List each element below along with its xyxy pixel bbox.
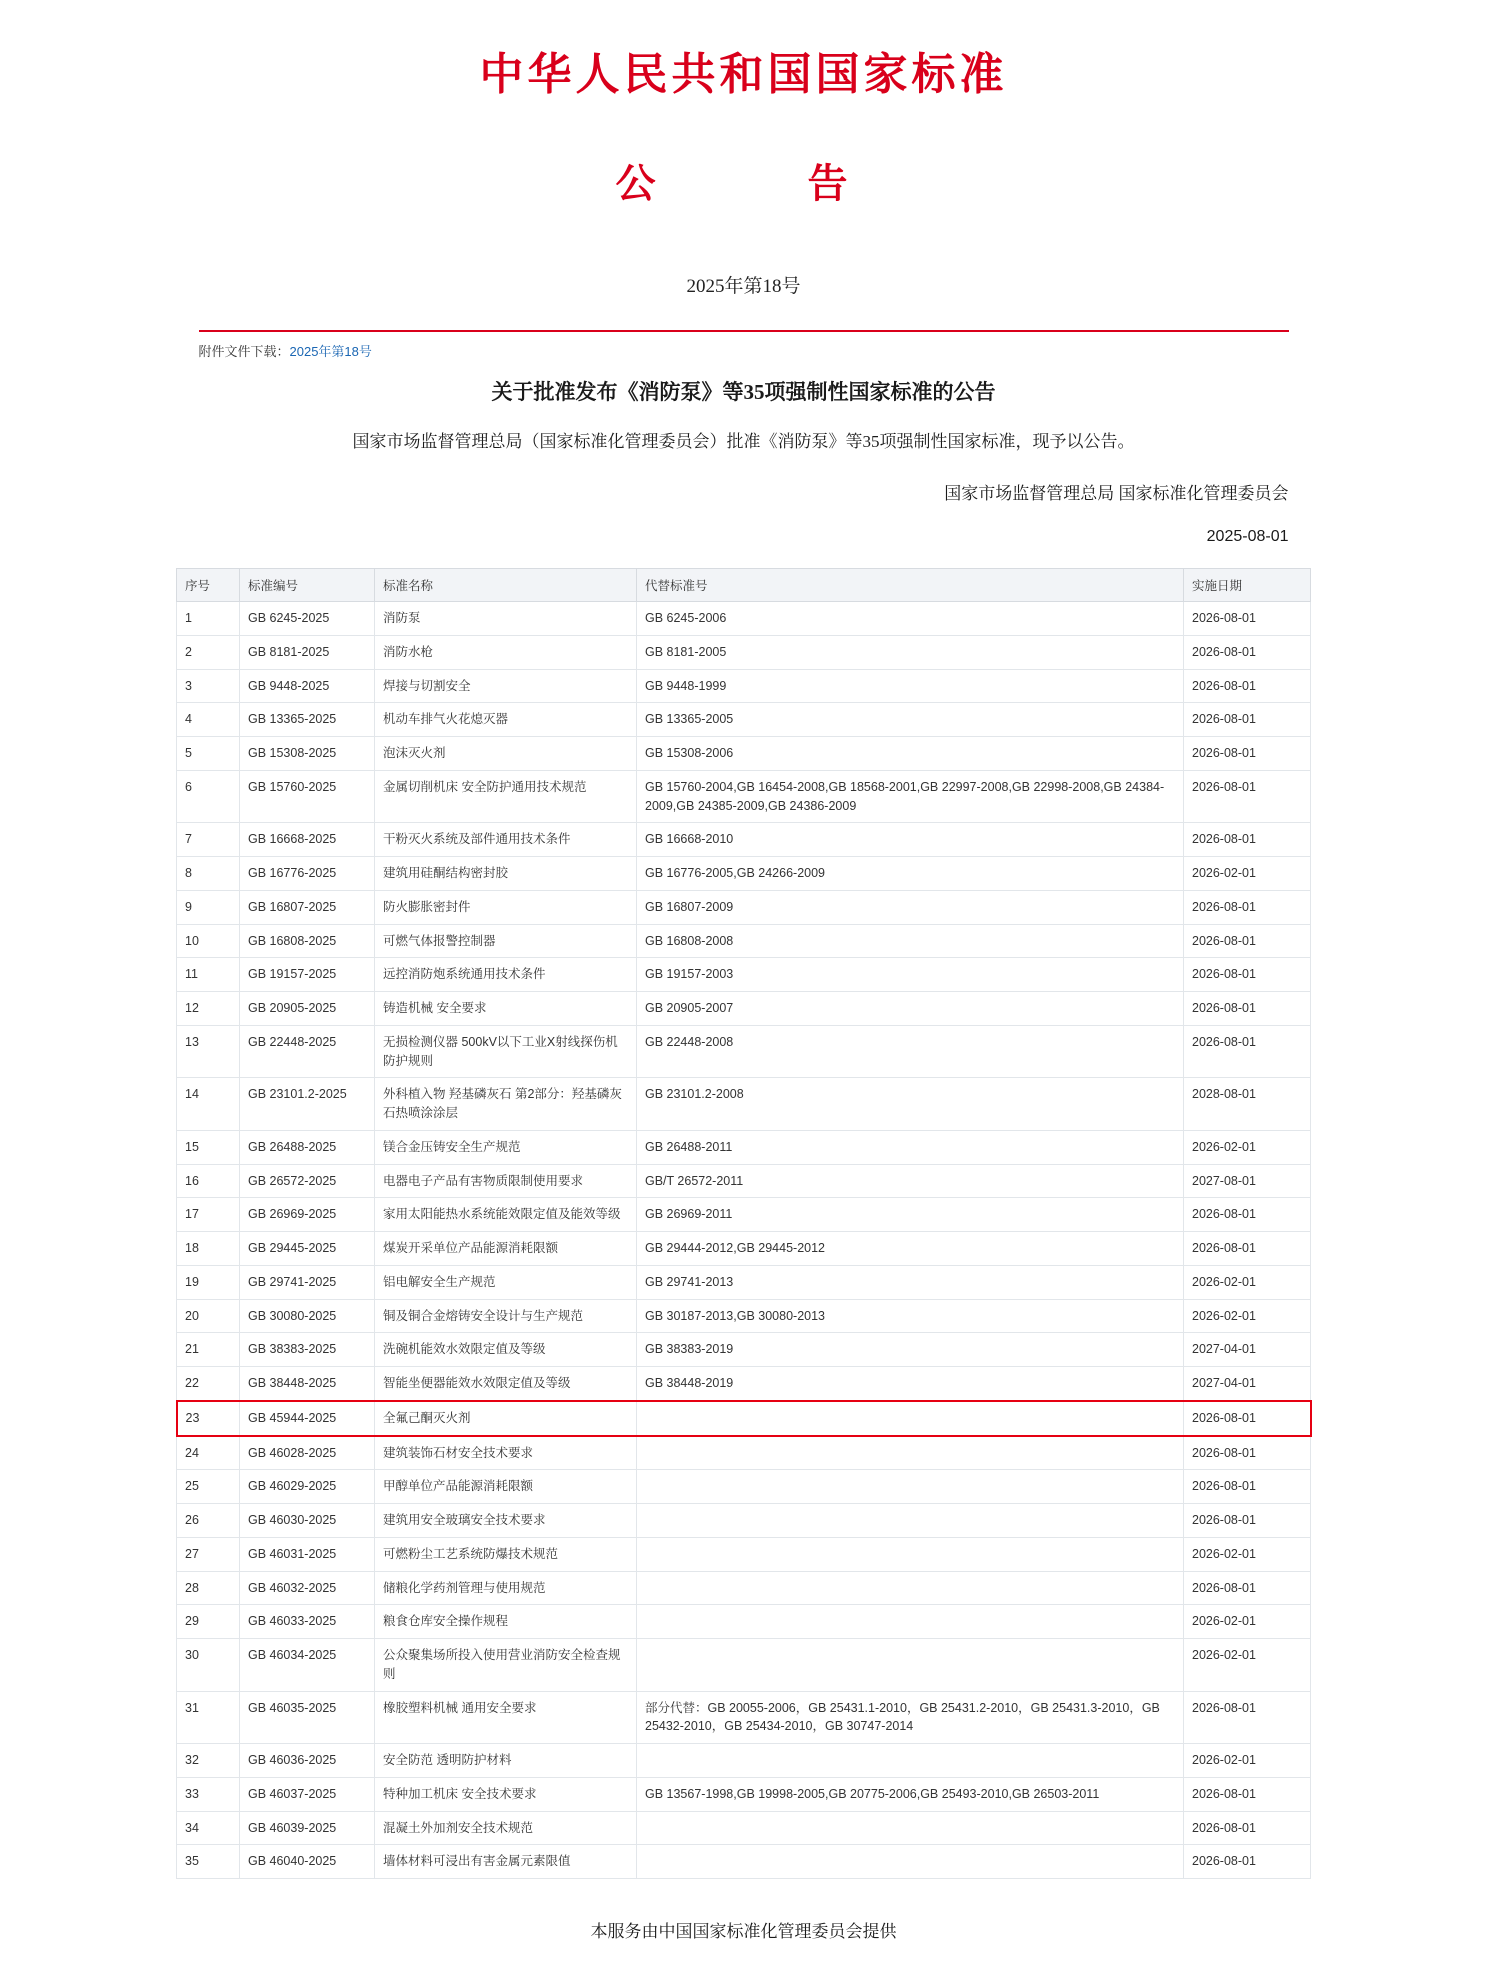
cell-code: GB 46036-2025 [240, 1744, 375, 1778]
notice-signature: 国家市场监督管理总局 国家标准化管理委员会 [944, 484, 1289, 504]
cell-date: 2026-02-01 [1184, 1605, 1311, 1639]
cell-replace: GB 29444-2012,GB 29445-2012 [637, 1232, 1184, 1266]
table-row [177, 669, 1311, 703]
cell-no: 30 [177, 1639, 240, 1692]
table-body [177, 602, 1311, 1879]
document-number: 2025年第18号 [686, 276, 801, 297]
cell-no: 8 [177, 857, 240, 891]
table-row [177, 1744, 1311, 1778]
table-row [177, 1130, 1311, 1164]
cell-no: 33 [177, 1777, 240, 1811]
cell-date: 2026-02-01 [1184, 1299, 1311, 1333]
table-row [177, 1333, 1311, 1367]
cell-no: 11 [177, 958, 240, 992]
table-row [177, 1265, 1311, 1299]
table-row [177, 703, 1311, 737]
cell-replace: GB 19157-2003 [637, 958, 1184, 992]
cell-date: 2026-08-01 [1184, 1232, 1311, 1266]
table-row [177, 823, 1311, 857]
cell-replace: GB 15760-2004,GB 16454-2008,GB 18568-2001,GB 22997-2008,GB 22998-2008,GB 24384-2009,GB 24385-2009,GB 24386-2009 [637, 770, 1184, 823]
cell-name: 煤炭开采单位产品能源消耗限额 [375, 1232, 637, 1266]
cell-code: GB 16668-2025 [240, 823, 375, 857]
cell-replace [637, 1811, 1184, 1845]
cell-no: 27 [177, 1537, 240, 1571]
cell-code: GB 16807-2025 [240, 890, 375, 924]
cell-replace: GB 26488-2011 [637, 1130, 1184, 1164]
cell-name: 智能坐便器能效水效限定值及等级 [375, 1367, 637, 1401]
cell-no: 9 [177, 890, 240, 924]
cell-code: GB 46028-2025 [240, 1436, 375, 1470]
cell-code: GB 46035-2025 [240, 1691, 375, 1744]
table-row [177, 1025, 1311, 1078]
column-header-replace: 代替标准号 [637, 569, 1184, 602]
cell-name: 粮食仓库安全操作规程 [375, 1605, 637, 1639]
cell-name: 外科植入物 羟基磷灰石 第2部分：羟基磷灰石热喷涂涂层 [375, 1078, 637, 1131]
cell-date: 2027-08-01 [1184, 1164, 1311, 1198]
cell-date: 2026-02-01 [1184, 1639, 1311, 1692]
cell-no: 3 [177, 669, 240, 703]
notice-date: 2025-08-01 [1206, 528, 1289, 546]
cell-name: 防火膨胀密封件 [375, 890, 637, 924]
cell-replace [637, 1605, 1184, 1639]
cell-code: GB 30080-2025 [240, 1299, 375, 1333]
cell-code: GB 26572-2025 [240, 1164, 375, 1198]
cell-name: 全氟己酮灭火剂 [375, 1401, 637, 1436]
cell-date: 2026-08-01 [1184, 1470, 1311, 1504]
cell-date: 2026-02-01 [1184, 1130, 1311, 1164]
cell-replace [637, 1537, 1184, 1571]
cell-name: 建筑装饰石材安全技术要求 [375, 1436, 637, 1470]
cell-date: 2026-02-01 [1184, 857, 1311, 891]
table-row [177, 1504, 1311, 1538]
table-row [177, 1367, 1311, 1401]
cell-name: 无损检测仪器 500kV以下工业X射线探伤机防护规则 [375, 1025, 637, 1078]
table-row [177, 635, 1311, 669]
table-row [177, 1571, 1311, 1605]
cell-date: 2026-08-01 [1184, 602, 1311, 636]
cell-no: 4 [177, 703, 240, 737]
cell-no: 18 [177, 1232, 240, 1266]
cell-code: GB 46034-2025 [240, 1639, 375, 1692]
cell-code: GB 46029-2025 [240, 1470, 375, 1504]
cell-name: 混凝土外加剂安全技术规范 [375, 1811, 637, 1845]
cell-date: 2026-08-01 [1184, 1025, 1311, 1078]
cell-no: 10 [177, 924, 240, 958]
cell-no: 19 [177, 1265, 240, 1299]
cell-date: 2026-08-01 [1184, 1401, 1311, 1436]
cell-replace: 部分代替：GB 20055-2006，GB 25431.1-2010，GB 25431.2-2010，GB 25431.3-2010，GB 25432-2010，GB 25434-2010，GB 30747-2014 [637, 1691, 1184, 1744]
cell-name: 甲醇单位产品能源消耗限额 [375, 1470, 637, 1504]
cell-date: 2026-08-01 [1184, 635, 1311, 669]
table-row [177, 958, 1311, 992]
cell-no: 32 [177, 1744, 240, 1778]
cell-code: GB 16808-2025 [240, 924, 375, 958]
cell-name: 铜及铜合金熔铸安全设计与生产规范 [375, 1299, 637, 1333]
table-row [177, 1164, 1311, 1198]
cell-date: 2026-08-01 [1184, 823, 1311, 857]
cell-no: 14 [177, 1078, 240, 1131]
cell-replace: GB 6245-2006 [637, 602, 1184, 636]
cell-no: 12 [177, 992, 240, 1026]
cell-name: 建筑用硅酮结构密封胶 [375, 857, 637, 891]
cell-no: 6 [177, 770, 240, 823]
cell-replace: GB 26969-2011 [637, 1198, 1184, 1232]
cell-date: 2026-08-01 [1184, 770, 1311, 823]
table-row [177, 737, 1311, 771]
cell-name: 可燃粉尘工艺系统防爆技术规范 [375, 1537, 637, 1571]
notice-title: 关于批准发布《消防泵》等35项强制性国家标准的公告 [491, 380, 996, 404]
cell-name: 安全防范 透明防护材料 [375, 1744, 637, 1778]
cell-no: 22 [177, 1367, 240, 1401]
cell-date: 2026-08-01 [1184, 992, 1311, 1026]
cell-code: GB 16776-2025 [240, 857, 375, 891]
cell-name: 家用太阳能热水系统能效限定值及能效等级 [375, 1198, 637, 1232]
notice-body: 国家市场监督管理总局（国家标准化管理委员会）批准《消防泵》等35项强制性国家标准，现予以公告。 [352, 432, 1135, 451]
cell-replace [637, 1845, 1184, 1879]
cell-no: 16 [177, 1164, 240, 1198]
cell-date: 2026-02-01 [1184, 1744, 1311, 1778]
table-row [177, 1605, 1311, 1639]
cell-name: 焊接与切割安全 [375, 669, 637, 703]
cell-replace: GB 13365-2005 [637, 703, 1184, 737]
cell-no: 35 [177, 1845, 240, 1879]
cell-date: 2026-02-01 [1184, 1537, 1311, 1571]
cell-no: 29 [177, 1605, 240, 1639]
cell-name: 消防水枪 [375, 635, 637, 669]
cell-replace [637, 1639, 1184, 1692]
table-header-row [177, 569, 1311, 602]
cell-code: GB 38383-2025 [240, 1333, 375, 1367]
attachment-label: 附件文件下载： [198, 344, 290, 359]
cell-no: 1 [177, 602, 240, 636]
column-header-name: 标准名称 [375, 569, 637, 602]
cell-date: 2026-08-01 [1184, 1777, 1311, 1811]
cell-replace [637, 1571, 1184, 1605]
cell-code: GB 46031-2025 [240, 1537, 375, 1571]
table-row [177, 602, 1311, 636]
cell-name: 镁合金压铸安全生产规范 [375, 1130, 637, 1164]
cell-replace: GB 38448-2019 [637, 1367, 1184, 1401]
document-subtitle: 公 告 [615, 161, 872, 206]
cell-replace: GB 15308-2006 [637, 737, 1184, 771]
cell-replace: GB 38383-2019 [637, 1333, 1184, 1367]
cell-name: 金属切削机床 安全防护通用技术规范 [375, 770, 637, 823]
column-header-no: 序号 [177, 569, 240, 602]
attachment-line [199, 341, 1289, 360]
cell-code: GB 22448-2025 [240, 1025, 375, 1078]
cell-name: 墙体材料可浸出有害金属元素限值 [375, 1845, 637, 1879]
cell-date: 2026-08-01 [1184, 1504, 1311, 1538]
cell-no: 5 [177, 737, 240, 771]
cell-code: GB 20905-2025 [240, 992, 375, 1026]
cell-code: GB 38448-2025 [240, 1367, 375, 1401]
cell-code: GB 19157-2025 [240, 958, 375, 992]
cell-replace: GB 22448-2008 [637, 1025, 1184, 1078]
cell-code: GB 46032-2025 [240, 1571, 375, 1605]
table-row [177, 1811, 1311, 1845]
table-row [177, 890, 1311, 924]
standards-table [176, 568, 1312, 1879]
cell-date: 2026-08-01 [1184, 1811, 1311, 1845]
cell-name: 电器电子产品有害物质限制使用要求 [375, 1164, 637, 1198]
cell-replace: GB 8181-2005 [637, 635, 1184, 669]
cell-replace [637, 1436, 1184, 1470]
cell-replace: GB 13567-1998,GB 19998-2005,GB 20775-2006,GB 25493-2010,GB 26503-2011 [637, 1777, 1184, 1811]
cell-no: 7 [177, 823, 240, 857]
cell-replace [637, 1504, 1184, 1538]
table-row [177, 1639, 1311, 1692]
cell-no: 21 [177, 1333, 240, 1367]
cell-date: 2028-08-01 [1184, 1078, 1311, 1131]
cell-date: 2026-02-01 [1184, 1265, 1311, 1299]
cell-no: 23 [177, 1401, 240, 1436]
cell-no: 26 [177, 1504, 240, 1538]
cell-name: 建筑用安全玻璃安全技术要求 [375, 1504, 637, 1538]
table-row [177, 1436, 1311, 1470]
cell-code: GB 23101.2-2025 [240, 1078, 375, 1131]
cell-date: 2026-08-01 [1184, 958, 1311, 992]
cell-replace [637, 1401, 1184, 1436]
table-row [177, 1691, 1311, 1744]
cell-replace: GB/T 26572-2011 [637, 1164, 1184, 1198]
cell-replace: GB 16668-2010 [637, 823, 1184, 857]
cell-code: GB 13365-2025 [240, 703, 375, 737]
cell-date: 2026-08-01 [1184, 703, 1311, 737]
cell-code: GB 46039-2025 [240, 1811, 375, 1845]
cell-date: 2026-08-01 [1184, 890, 1311, 924]
cell-name: 洗碗机能效水效限定值及等级 [375, 1333, 637, 1367]
cell-code: GB 15760-2025 [240, 770, 375, 823]
cell-replace: GB 9448-1999 [637, 669, 1184, 703]
cell-date: 2026-08-01 [1184, 1845, 1311, 1879]
column-header-date: 实施日期 [1184, 569, 1311, 602]
red-divider [199, 330, 1289, 332]
cell-date: 2027-04-01 [1184, 1333, 1311, 1367]
cell-code: GB 46040-2025 [240, 1845, 375, 1879]
cell-code: GB 46033-2025 [240, 1605, 375, 1639]
cell-no: 24 [177, 1436, 240, 1470]
cell-replace: GB 16807-2009 [637, 890, 1184, 924]
cell-code: GB 15308-2025 [240, 737, 375, 771]
cell-name: 特种加工机床 安全技术要求 [375, 1777, 637, 1811]
cell-code: GB 46030-2025 [240, 1504, 375, 1538]
table-row [177, 1537, 1311, 1571]
cell-code: GB 45944-2025 [240, 1401, 375, 1436]
cell-date: 2026-08-01 [1184, 669, 1311, 703]
cell-code: GB 29445-2025 [240, 1232, 375, 1266]
cell-no: 13 [177, 1025, 240, 1078]
cell-date: 2026-08-01 [1184, 924, 1311, 958]
cell-replace [637, 1470, 1184, 1504]
cell-name: 铸造机械 安全要求 [375, 992, 637, 1026]
cell-code: GB 6245-2025 [240, 602, 375, 636]
cell-date: 2026-08-01 [1184, 1691, 1311, 1744]
table-row [177, 1198, 1311, 1232]
cell-date: 2027-04-01 [1184, 1367, 1311, 1401]
cell-replace: GB 30187-2013,GB 30080-2013 [637, 1299, 1184, 1333]
table-row [177, 1232, 1311, 1266]
cell-code: GB 26488-2025 [240, 1130, 375, 1164]
cell-date: 2026-08-01 [1184, 1436, 1311, 1470]
cell-name: 储粮化学药剂管理与使用规范 [375, 1571, 637, 1605]
table-row [177, 1777, 1311, 1811]
cell-name: 泡沫灭火剂 [375, 737, 637, 771]
cell-date: 2026-08-01 [1184, 1198, 1311, 1232]
cell-no: 34 [177, 1811, 240, 1845]
attachment-download-link[interactable]: 2025年第18号 [289, 344, 372, 359]
cell-no: 17 [177, 1198, 240, 1232]
table-row [177, 1845, 1311, 1879]
page-title: 中华人民共和国国家标准 [479, 50, 1008, 99]
cell-no: 25 [177, 1470, 240, 1504]
cell-replace: GB 23101.2-2008 [637, 1078, 1184, 1131]
cell-no: 2 [177, 635, 240, 669]
table-row [177, 1078, 1311, 1131]
cell-replace: GB 16808-2008 [637, 924, 1184, 958]
table-row [177, 857, 1311, 891]
cell-code: GB 9448-2025 [240, 669, 375, 703]
cell-replace [637, 1744, 1184, 1778]
cell-no: 28 [177, 1571, 240, 1605]
cell-name: 公众聚集场所投入使用营业消防安全检查规则 [375, 1639, 637, 1692]
cell-name: 干粉灭火系统及部件通用技术条件 [375, 823, 637, 857]
table-row [177, 770, 1311, 823]
cell-no: 20 [177, 1299, 240, 1333]
cell-code: GB 26969-2025 [240, 1198, 375, 1232]
cell-name: 橡胶塑料机械 通用安全要求 [375, 1691, 637, 1744]
cell-date: 2026-08-01 [1184, 737, 1311, 771]
table-row [177, 1470, 1311, 1504]
cell-code: GB 29741-2025 [240, 1265, 375, 1299]
table-row [177, 992, 1311, 1026]
cell-date: 2026-08-01 [1184, 1571, 1311, 1605]
cell-no: 31 [177, 1691, 240, 1744]
cell-name: 可燃气体报警控制器 [375, 924, 637, 958]
cell-code: GB 8181-2025 [240, 635, 375, 669]
cell-replace: GB 20905-2007 [637, 992, 1184, 1026]
footer-note: 本服务由中国国家标准化管理委员会提供 [590, 1922, 897, 1942]
cell-name: 机动车排气火花熄灭器 [375, 703, 637, 737]
cell-name: 铝电解安全生产规范 [375, 1265, 637, 1299]
column-header-code: 标准编号 [240, 569, 375, 602]
cell-no: 15 [177, 1130, 240, 1164]
cell-code: GB 46037-2025 [240, 1777, 375, 1811]
table-row [177, 924, 1311, 958]
cell-replace: GB 29741-2013 [637, 1265, 1184, 1299]
cell-name: 远控消防炮系统通用技术条件 [375, 958, 637, 992]
table-row [177, 1401, 1311, 1436]
cell-replace: GB 16776-2005,GB 24266-2009 [637, 857, 1184, 891]
table-row [177, 1299, 1311, 1333]
cell-name: 消防泵 [375, 602, 637, 636]
